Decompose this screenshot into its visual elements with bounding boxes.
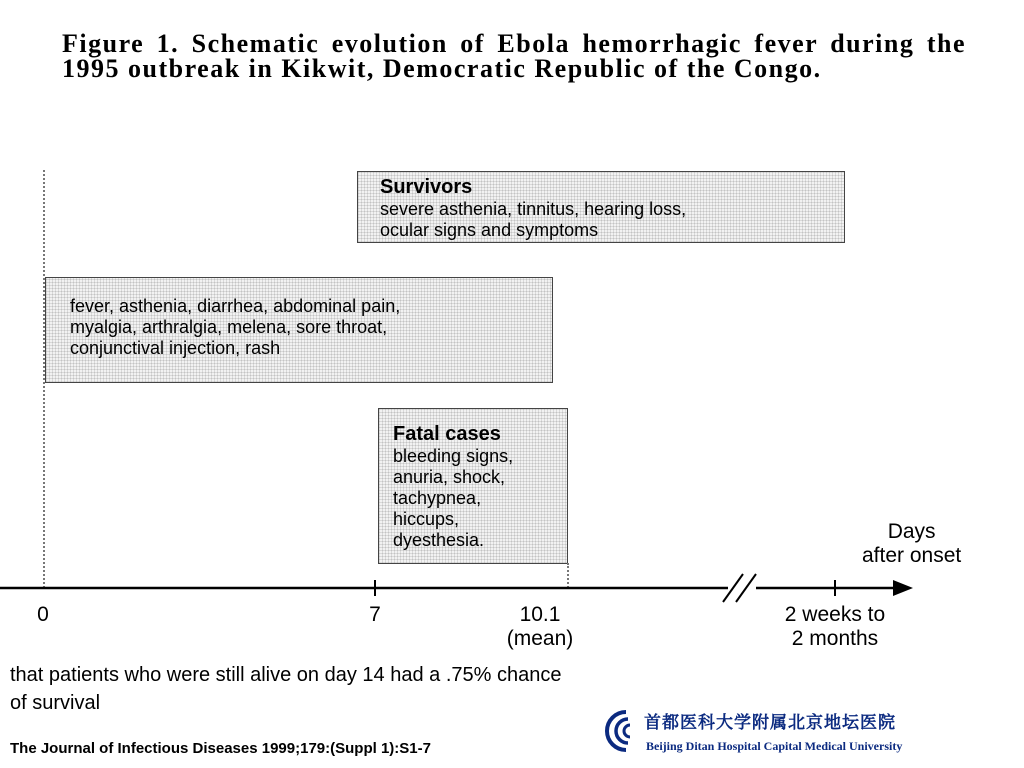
tick-label-late (755, 603, 915, 651)
survivors-line-1: severe asthenia, tinnitus, hearing loss, (380, 199, 687, 219)
symptoms-line-2: myalgia, arthralgia, melena, sore throat, (70, 317, 388, 337)
hospital-logo-icon (602, 708, 642, 754)
fatal-line-5: dyesthesia. (393, 530, 485, 550)
axis-arrowhead (893, 580, 913, 596)
axis-label-line-1: Days (887, 520, 936, 543)
survivors-line-2: ocular signs and symptoms (380, 220, 599, 240)
fatal-line-1: bleeding signs, (393, 446, 514, 466)
fatal-title: Fatal cases (393, 423, 501, 445)
symptoms-line-3: conjunctival injection, rash (70, 338, 281, 358)
survival-note: that patients who were still alive on day 14 had a .75% chance of survival (10, 664, 562, 714)
tick-label-mean-value: 10.1 (519, 603, 561, 626)
axis-label (862, 520, 961, 568)
fatal-cases-box (378, 408, 568, 564)
hospital-name-chinese: 首都医科大学附属北京地坛医院 (644, 713, 896, 733)
common-symptoms-box (45, 277, 553, 383)
tick-label-mean-note: (mean) (506, 627, 574, 650)
fatal-line-3: tachypnea, (393, 488, 482, 508)
fatal-line-4: hiccups, (393, 509, 460, 529)
survivors-box (357, 171, 845, 243)
symptoms-line-1: fever, asthenia, diarrhea, abdominal pain, (70, 296, 401, 316)
hospital-name-english: Beijing Ditan Hospital Capital Medical University (646, 739, 903, 753)
survivors-title: Survivors (380, 176, 473, 198)
journal-citation: The Journal of Infectious Diseases 1999;179:(Suppl 1):S1-7 (10, 740, 431, 757)
tick-label-0: 0 (37, 603, 49, 626)
axis-label-line-2: after onset (862, 544, 962, 567)
tick-label-mean (490, 603, 590, 651)
tick-label-late-line-1: 2 weeks to (784, 603, 886, 626)
fatal-line-2: anuria, shock, (393, 467, 506, 487)
tick-label-late-line-2: 2 months (791, 627, 879, 650)
tick-label-7: 7 (369, 603, 381, 626)
figure-caption: Figure 1. Schematic evolution of Ebola hemorrhagic fever during the 1995 outbreak in Kikwit, Democratic Republic of the Congo. (62, 29, 966, 83)
